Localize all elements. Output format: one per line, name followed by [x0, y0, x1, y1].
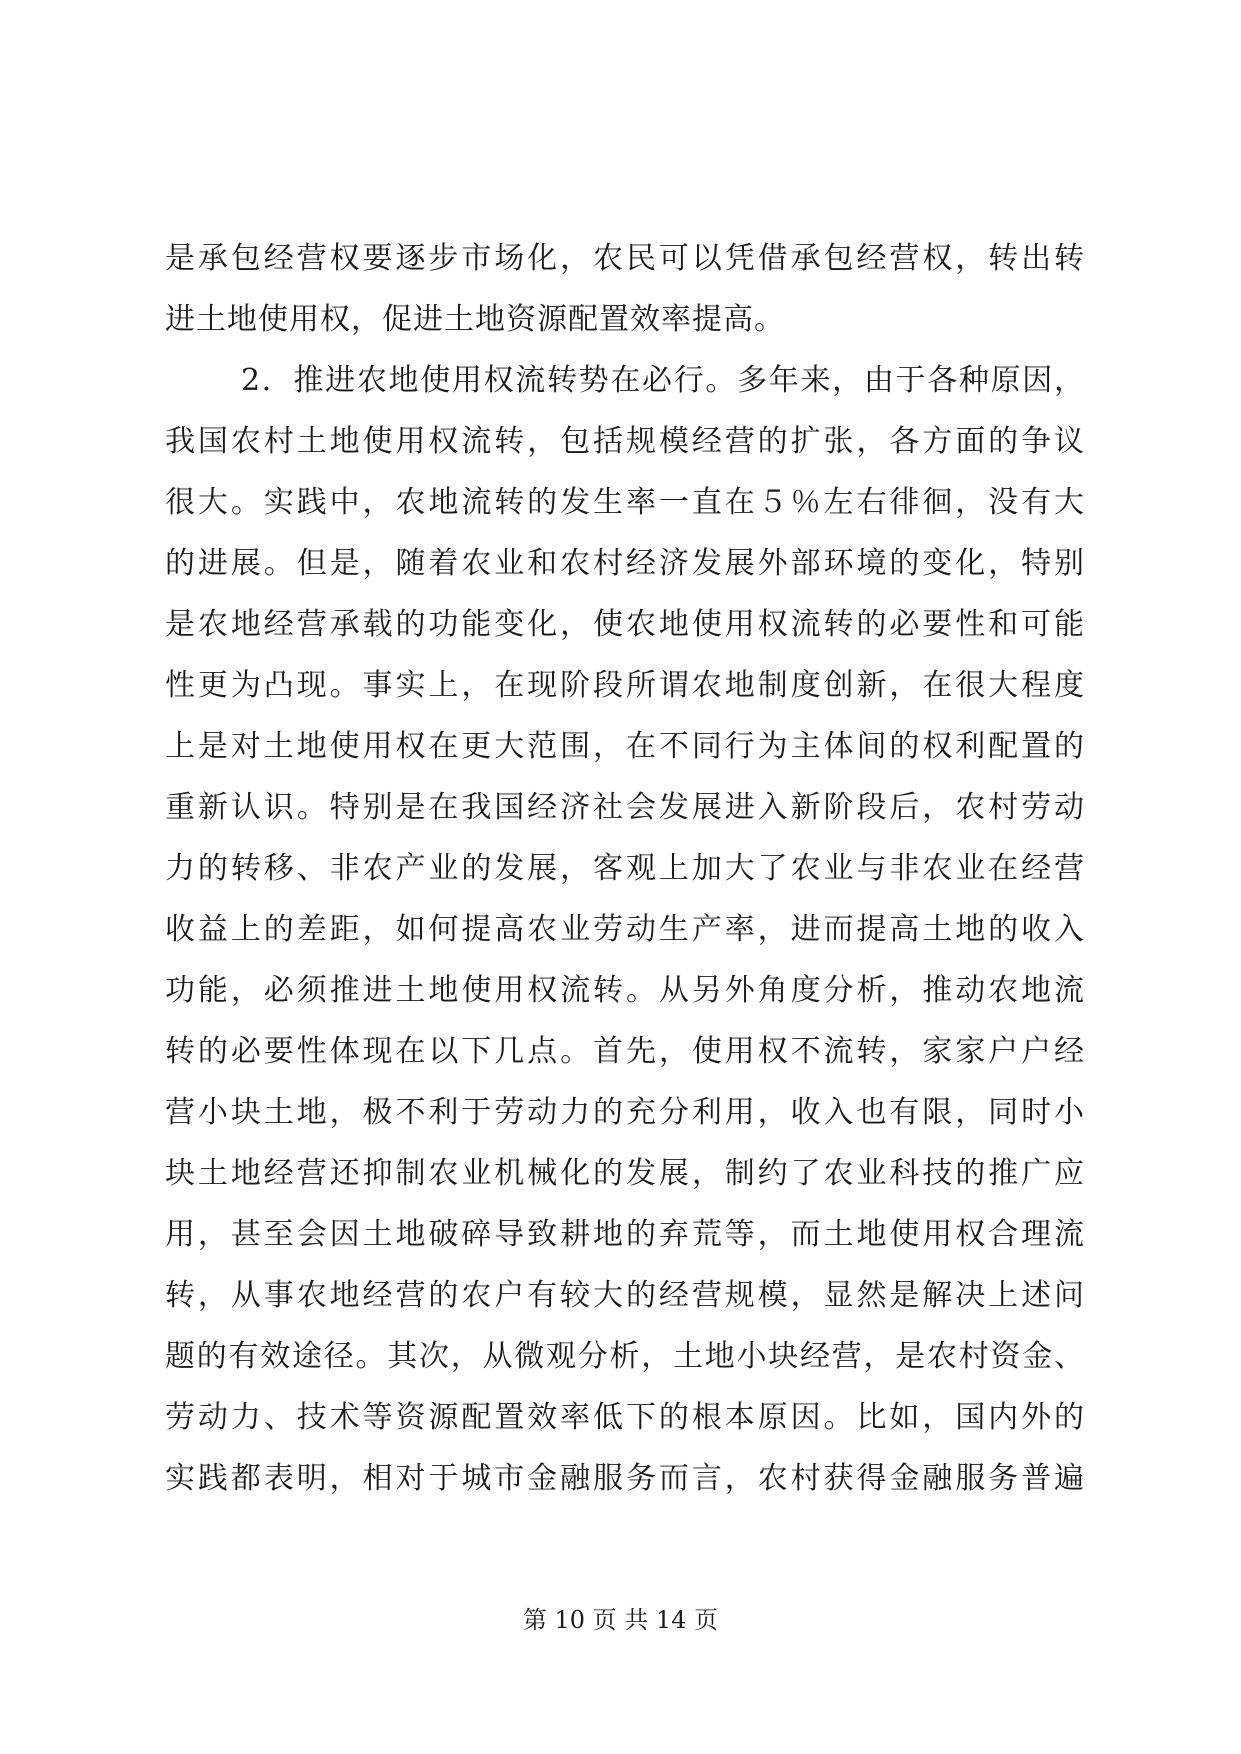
page-number-label: 第 10 页 共 14 页 — [522, 1606, 719, 1634]
text-line-14: 转的必要性体现在以下几点。首先，使用权不流转，家家户户经 — [165, 1034, 1085, 1069]
text-line-12: 收益上的差距，如何提高农业劳动生产率，进而提高土地的收入 — [165, 912, 1085, 947]
text-line-18: 转，从事农地经营的农户有较大的经营规模，显然是解决上述问 — [165, 1278, 1085, 1313]
text-line-6: 的进展。但是，随着农业和农村经济发展外部环境的变化，特别 — [165, 546, 1085, 581]
text-line-5: 很大。实践中，农地流转的发生率一直在５％左右徘徊，没有大 — [165, 485, 1085, 520]
text-line-10: 重新认识。特别是在我国经济社会发展进入新阶段后，农村劳动 — [165, 790, 1085, 825]
text-line-11: 力的转移、非农产业的发展，客观上加大了农业与非农业在经营 — [165, 851, 1085, 886]
text-line-9: 上是对土地使用权在更大范围，在不同行为主体间的权利配置的 — [165, 729, 1085, 764]
text-line-7: 是农地经营承载的功能变化，使农地使用权流转的必要性和可能 — [165, 607, 1085, 642]
text-line-17: 用，甚至会因土地破碎导致耕地的弃荒等，而土地使用权合理流 — [165, 1217, 1085, 1252]
text-line-2: 进土地使用权，促进土地资源配置效率提高。 — [165, 302, 785, 337]
text-line-19: 题的有效途径。其次，从微观分析，土地小块经营，是农村资金、 — [165, 1339, 1085, 1374]
text-line-1: 是承包经营权要逐步市场化，农民可以凭借承包经营权，转出转 — [165, 241, 1085, 276]
document-body — [165, 228, 1085, 1509]
text-line-16: 块土地经营还抑制农业机械化的发展，制约了农业科技的推广应 — [165, 1156, 1085, 1191]
text-line-20: 劳动力、技术等资源配置效率低下的根本原因。比如，国内外的 — [165, 1400, 1085, 1435]
text-line-8: 性更为凸现。事实上，在现阶段所谓农地制度创新，在很大程度 — [165, 668, 1085, 703]
text-line-13: 功能，必须推进土地使用权流转。从另外角度分析，推动农地流 — [165, 973, 1085, 1008]
text-line-15: 营小块土地，极不利于劳动力的充分利用，收入也有限，同时小 — [165, 1095, 1085, 1130]
text-line-4: 我国农村土地使用权流转，包括规模经营的扩张，各方面的争议 — [165, 424, 1085, 459]
text-line-3: 2．推进农地使用权流转势在必行。多年来，由于各种原因， — [241, 363, 1085, 398]
text-line-21: 实践都表明，相对于城市金融服务而言，农村获得金融服务普遍 — [165, 1461, 1085, 1496]
page-footer — [0, 1605, 1241, 1635]
